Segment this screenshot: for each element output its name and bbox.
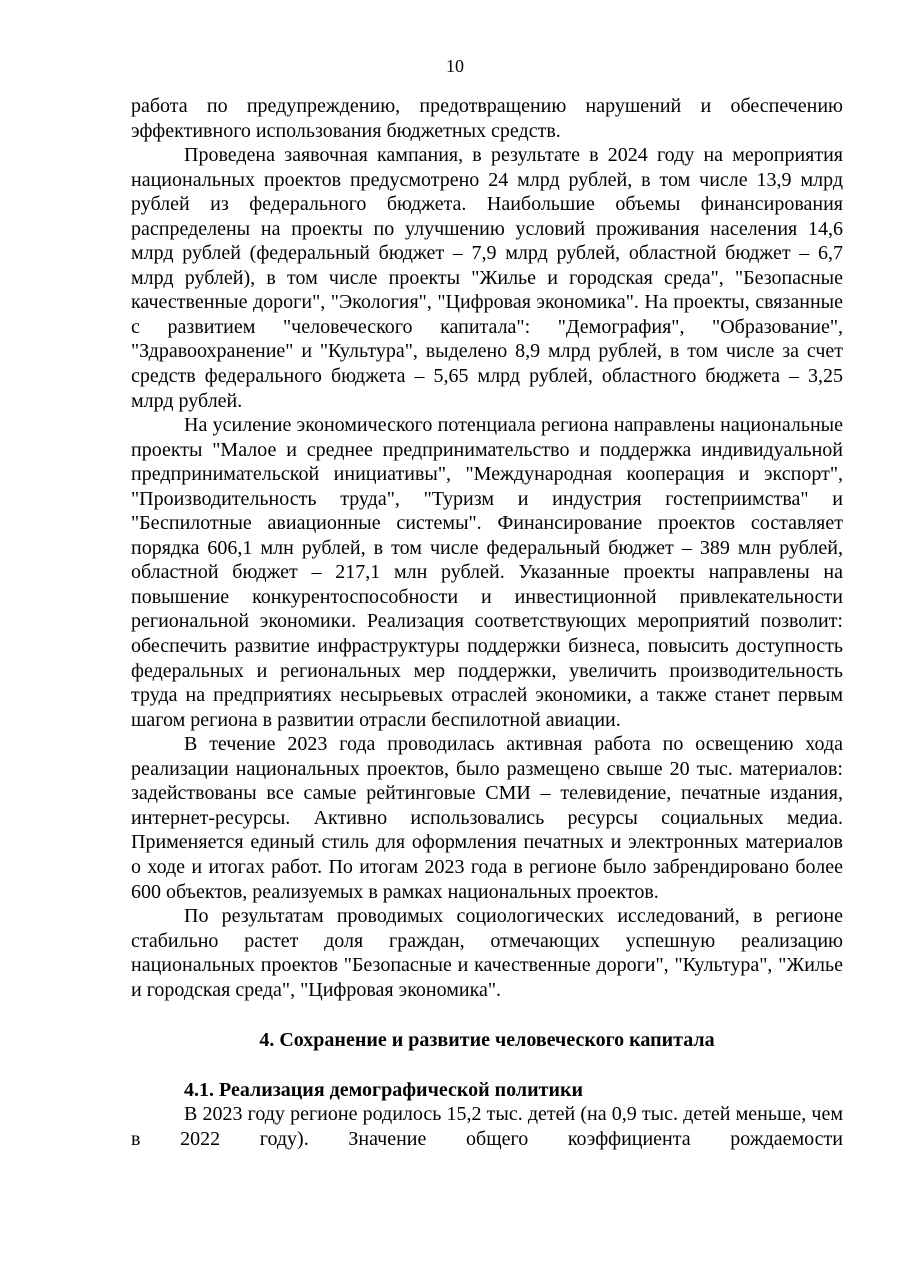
paragraph-6: В 2023 году регионе родилось 15,2 тыс. детей (на 0,9 тыс. детей меньше, чем в 2022 году). Значение общего коэффициента рождаемости xyxy=(131,1103,843,1150)
paragraph-3: На усиление экономического потенциала региона направлены национальные проекты "Малое и среднее предпринимательство и поддержка индивидуальной предпринимательской инициативы", "Международная кооперация и экспорт", "Производительность труда", "Туризм и индустрия гостеприимства" и "Беспилотные авиационные системы". Финансирование проектов составляет порядка 606,1 млн рублей, в том числе федеральный бюджет – 389 млн рублей, областной бюджет – 217,1 млн рублей. Указанные проекты направлены на повышение конкурентоспособности и инвестиционной привлекательности региональной экономики. Реализация соответствующих мероприятий позволит: обеспечить развитие инфраструктуры поддержки бизнеса, повысить доступность федеральных и региональных мер поддержки, увеличить производительность труда на предприятиях несырьевых отраслей экономики, а также станет первым шагом региона в развитии отрасли беспилотной авиации. xyxy=(131,414,843,731)
paragraph-1: работа по предупреждению, предотвращению нарушений и обеспечению эффективного использования бюджетных средств. xyxy=(131,95,843,142)
page-number: 10 xyxy=(446,56,464,76)
subsection-heading: 4.1. Реализация демографической политики xyxy=(184,1078,584,1101)
paragraph-5: По результатам проводимых социологических исследований, в регионе стабильно растет доля граждан, отмечающих успешную реализацию национальных проектов "Безопасные и качественные дороги", "Культура", "Жилье и городская среда", "Цифровая экономика". xyxy=(131,905,843,1001)
paragraph-4: В течение 2023 года проводилась активная работа по освещению хода реализации национальных проектов, было размещено свыше 20 тыс. материалов: задействованы все самые рейтинговые СМИ – телевидение, печатные издания, интернет-ресурсы. Активно использовались ресурсы социальных медиа. Применяется единый стиль для оформления печатных и электронных материалов о ходе и итогах работ. По итогам 2023 года в регионе было забрендировано более 600 объектов, реализуемых в рамках национальных проектов. xyxy=(131,733,843,903)
paragraph-2: Проведена заявочная кампания, в результате в 2024 году на мероприятия национальных проектов предусмотрено 24 млрд рублей, в том числе 13,9 млрд рублей из федерального бюджета. Наибольшие объемы финансирования распределены на проекты по улучшению условий проживания населения 14,6 млрд рублей (федеральный бюджет – 7,9 млрд рублей, областной бюджет – 6,7 млрд рублей), в том числе проекты "Жилье и городская среда", "Безопасные качественные дороги", "Экология", "Цифровая экономика". На проекты, связанные с развитием "человеческого капитала": "Демография", "Образование", "Здравоохранение" и "Культура", выделено 8,9 млрд рублей, в том числе за счет средств федерального бюджета – 5,65 млрд рублей, областного бюджета – 3,25 млрд рублей. xyxy=(131,144,843,412)
section-heading: 4. Сохранение и развитие человеческого капитала xyxy=(259,1029,715,1052)
document-body xyxy=(131,94,843,1151)
